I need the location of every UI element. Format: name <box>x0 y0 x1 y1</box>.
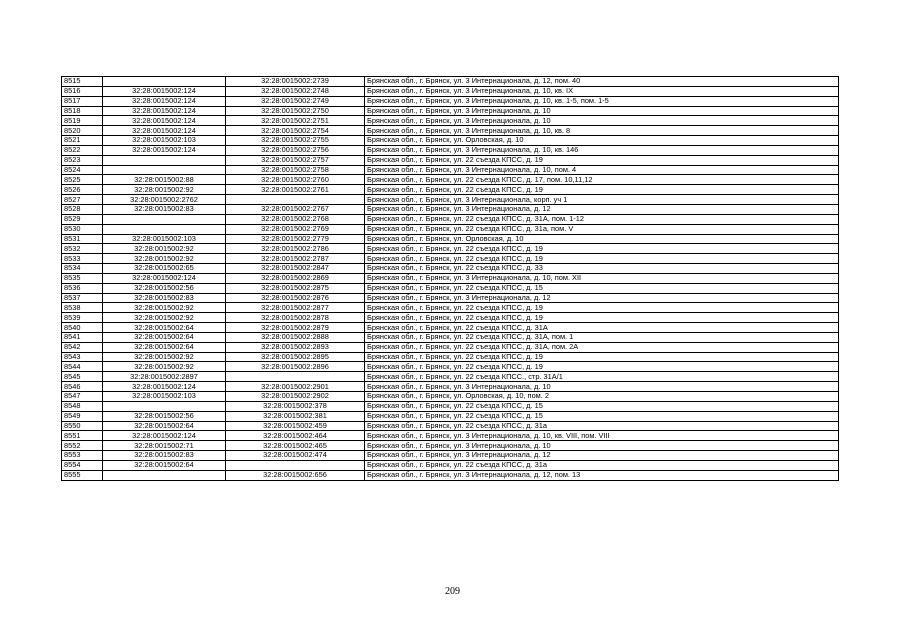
parent-cadastral-cell: 32:28:0015002:124 <box>103 273 226 283</box>
table-row <box>62 451 839 461</box>
cadastral-number-cell: 32:28:0015002:2750 <box>226 106 365 116</box>
address-cell: Брянская обл., г. Брянск, ул. 22 съезда КПСС, д. 19 <box>365 254 839 264</box>
parent-cadastral-cell: 32:28:0015002:124 <box>103 382 226 392</box>
cadastral-number-cell <box>226 460 365 470</box>
cadastral-number-cell: 32:28:0015002:2893 <box>226 342 365 352</box>
table-row <box>62 175 839 185</box>
cadastral-number-cell: 32:28:0015002:474 <box>226 451 365 461</box>
row-number-cell: 8524 <box>62 165 103 175</box>
parent-cadastral-cell: 32:28:0015002:83 <box>103 204 226 214</box>
row-number-cell: 8553 <box>62 451 103 461</box>
row-number-cell: 8526 <box>62 185 103 195</box>
row-number-cell: 8552 <box>62 441 103 451</box>
table-row <box>62 362 839 372</box>
address-cell: Брянская обл., г. Брянск, ул. 22 съезда КПСС, д. 31а, пом. V <box>365 224 839 234</box>
table-row <box>62 204 839 214</box>
cadastral-number-cell: 32:28:0015002:2896 <box>226 362 365 372</box>
row-number-cell: 8521 <box>62 136 103 146</box>
parent-cadastral-cell <box>103 155 226 165</box>
cadastral-number-cell: 32:28:0015002:2895 <box>226 352 365 362</box>
cadastral-number-cell: 32:28:0015002:2748 <box>226 86 365 96</box>
row-number-cell: 8530 <box>62 224 103 234</box>
table-row <box>62 293 839 303</box>
table-row <box>62 155 839 165</box>
row-number-cell: 8547 <box>62 392 103 402</box>
parent-cadastral-cell: 32:28:0015002:124 <box>103 86 226 96</box>
parent-cadastral-cell <box>103 77 226 87</box>
cadastral-number-cell: 32:28:0015002:459 <box>226 421 365 431</box>
row-number-cell: 8538 <box>62 303 103 313</box>
cadastral-number-cell: 32:28:0015002:2888 <box>226 332 365 342</box>
address-cell: Брянская обл., г. Брянск, ул. 3 Интернационала, д. 12 <box>365 293 839 303</box>
cadastral-number-cell: 32:28:0015002:2767 <box>226 204 365 214</box>
row-number-cell: 8516 <box>62 86 103 96</box>
address-cell: Брянская обл., г. Брянск, ул. 3 Интернационала, д. 10 <box>365 382 839 392</box>
cadastral-number-cell: 32:28:0015002:378 <box>226 401 365 411</box>
address-cell: Брянская обл., г. Брянск, ул. 22 съезда КПСС, д. 31а <box>365 460 839 470</box>
parent-cadastral-cell: 32:28:0015002:92 <box>103 313 226 323</box>
table-row <box>62 431 839 441</box>
cadastral-number-cell: 32:28:0015002:2878 <box>226 313 365 323</box>
table-row <box>62 136 839 146</box>
table-row <box>62 460 839 470</box>
parent-cadastral-cell: 32:28:0015002:92 <box>103 362 226 372</box>
table-row <box>62 392 839 402</box>
address-cell: Брянская обл., г. Брянск, ул. 3 Интернационала, д. 10, кв. VIII, пом. VIII <box>365 431 839 441</box>
table-row <box>62 411 839 421</box>
address-cell: Брянская обл., г. Брянск, ул. 22 съезда КПСС, д. 31А, пом. 1-12 <box>365 214 839 224</box>
row-number-cell: 8540 <box>62 323 103 333</box>
table-row <box>62 323 839 333</box>
row-number-cell: 8528 <box>62 204 103 214</box>
address-cell: Брянская обл., г. Брянск, ул. 22 съезда КПСС, д. 19 <box>365 313 839 323</box>
address-cell: Брянская обл., г. Брянск, ул. 22 съезда КПСС, д. 19 <box>365 185 839 195</box>
registry-table-body <box>62 77 839 481</box>
row-number-cell: 8539 <box>62 313 103 323</box>
cadastral-number-cell: 32:28:0015002:2876 <box>226 293 365 303</box>
cadastral-number-cell: 32:28:0015002:2739 <box>226 77 365 87</box>
cadastral-number-cell: 32:28:0015002:2761 <box>226 185 365 195</box>
cadastral-number-cell: 32:28:0015002:2751 <box>226 116 365 126</box>
row-number-cell: 8537 <box>62 293 103 303</box>
parent-cadastral-cell: 32:28:0015002:92 <box>103 254 226 264</box>
address-cell: Брянская обл., г. Брянск, ул. 3 Интернационала, д. 10 <box>365 441 839 451</box>
row-number-cell: 8544 <box>62 362 103 372</box>
cadastral-number-cell: 32:28:0015002:2901 <box>226 382 365 392</box>
address-cell: Брянская обл., г. Брянск, ул. Орловская, д. 10 <box>365 136 839 146</box>
address-cell: Брянская обл., г. Брянск, ул. 22 съезда КПСС, д. 31А <box>365 323 839 333</box>
address-cell: Брянская обл., г. Брянск, ул. Орловская, д. 10, пом. 2 <box>365 392 839 402</box>
parent-cadastral-cell: 32:28:0015002:124 <box>103 145 226 155</box>
table-row <box>62 234 839 244</box>
cadastral-number-cell: 32:28:0015002:2754 <box>226 126 365 136</box>
cadastral-number-cell: 32:28:0015002:656 <box>226 470 365 480</box>
parent-cadastral-cell: 32:28:0015002:124 <box>103 96 226 106</box>
table-row <box>62 195 839 205</box>
page-number: 209 <box>445 586 460 597</box>
table-row <box>62 313 839 323</box>
table-row <box>62 342 839 352</box>
row-number-cell: 8532 <box>62 244 103 254</box>
parent-cadastral-cell: 32:28:0015002:124 <box>103 431 226 441</box>
row-number-cell: 8543 <box>62 352 103 362</box>
table-row <box>62 303 839 313</box>
address-cell: Брянская обл., г. Брянск, ул. 22 съезда КПСС, д. 19 <box>365 352 839 362</box>
cadastral-number-cell <box>226 195 365 205</box>
address-cell: Брянская обл., г. Брянск, ул. Орловская, д. 10 <box>365 234 839 244</box>
row-number-cell: 8523 <box>62 155 103 165</box>
cadastral-number-cell: 32:28:0015002:2879 <box>226 323 365 333</box>
address-cell: Брянская обл., г. Брянск, ул. 22 съезда КПСС, д. 19 <box>365 155 839 165</box>
parent-cadastral-cell: 32:28:0015002:124 <box>103 116 226 126</box>
address-cell: Брянская обл., г. Брянск, ул. 3 Интернационала, д. 10, кв. IX <box>365 86 839 96</box>
parent-cadastral-cell: 32:28:0015002:2897 <box>103 372 226 382</box>
address-cell: Брянская обл., г. Брянск, ул. 3 Интернационала, д. 10 <box>365 106 839 116</box>
table-row <box>62 126 839 136</box>
row-number-cell: 8551 <box>62 431 103 441</box>
table-row <box>62 116 839 126</box>
parent-cadastral-cell: 32:28:0015002:92 <box>103 352 226 362</box>
row-number-cell: 8548 <box>62 401 103 411</box>
row-number-cell: 8517 <box>62 96 103 106</box>
address-cell: Брянская обл., г. Брянск, ул. 22 съезда КПСС, д. 15 <box>365 411 839 421</box>
parent-cadastral-cell: 32:28:0015002:64 <box>103 460 226 470</box>
row-number-cell: 8546 <box>62 382 103 392</box>
row-number-cell: 8533 <box>62 254 103 264</box>
address-cell: Брянская обл., г. Брянск, ул. 3 Интернационала, корп. уч 1 <box>365 195 839 205</box>
address-cell: Брянская обл., г. Брянск, ул. 22 съезда КПСС, д. 19 <box>365 244 839 254</box>
row-number-cell: 8534 <box>62 264 103 274</box>
address-cell: Брянская обл., г. Брянск, ул. 22 съезда КПСС, д. 17, пом. 10,11,12 <box>365 175 839 185</box>
address-cell: Брянская обл., г. Брянск, ул. 3 Интернационала, д. 10, кв. 1-5, пом. 1-5 <box>365 96 839 106</box>
parent-cadastral-cell: 32:28:0015002:103 <box>103 234 226 244</box>
row-number-cell: 8554 <box>62 460 103 470</box>
row-number-cell: 8525 <box>62 175 103 185</box>
row-number-cell: 8535 <box>62 273 103 283</box>
cadastral-number-cell: 32:28:0015002:2902 <box>226 392 365 402</box>
row-number-cell: 8531 <box>62 234 103 244</box>
parent-cadastral-cell: 32:28:0015002:92 <box>103 244 226 254</box>
table-row <box>62 96 839 106</box>
address-cell: Брянская обл., г. Брянск, ул. 22 съезда КПСС, д. 33 <box>365 264 839 274</box>
cadastral-number-cell <box>226 372 365 382</box>
cadastral-number-cell: 32:28:0015002:464 <box>226 431 365 441</box>
row-number-cell: 8522 <box>62 145 103 155</box>
address-cell: Брянская обл., г. Брянск, ул. 3 Интернационала, д. 12, пом. 40 <box>365 77 839 87</box>
table-row <box>62 185 839 195</box>
cadastral-number-cell: 32:28:0015002:2749 <box>226 96 365 106</box>
parent-cadastral-cell <box>103 224 226 234</box>
cadastral-number-cell: 32:28:0015002:2757 <box>226 155 365 165</box>
address-cell: Брянская обл., г. Брянск, ул. 22 съезда КПСС, д. 31А, пом. 2А <box>365 342 839 352</box>
address-cell: Брянская обл., г. Брянск, ул. 3 Интернационала, д. 10, пом. XII <box>365 273 839 283</box>
address-cell: Брянская обл., г. Брянск, ул. 3 Интернационала, д. 12 <box>365 204 839 214</box>
table-row <box>62 283 839 293</box>
parent-cadastral-cell <box>103 214 226 224</box>
property-registry-table <box>61 76 839 481</box>
cadastral-number-cell: 32:28:0015002:2875 <box>226 283 365 293</box>
table-row <box>62 165 839 175</box>
table-row <box>62 332 839 342</box>
row-number-cell: 8519 <box>62 116 103 126</box>
table-row <box>62 214 839 224</box>
parent-cadastral-cell: 32:28:0015002:83 <box>103 293 226 303</box>
table-row <box>62 441 839 451</box>
parent-cadastral-cell: 32:28:0015002:56 <box>103 411 226 421</box>
cadastral-number-cell: 32:28:0015002:2755 <box>226 136 365 146</box>
cadastral-number-cell: 32:28:0015002:2760 <box>226 175 365 185</box>
address-cell: Брянская обл., г. Брянск, ул. 3 Интернационала, д. 10, кв. 8 <box>365 126 839 136</box>
parent-cadastral-cell: 32:28:0015002:64 <box>103 342 226 352</box>
parent-cadastral-cell: 32:28:0015002:124 <box>103 106 226 116</box>
address-cell: Брянская обл., г. Брянск, ул. 22 съезда КПСС, д. 31А, пом. 1 <box>365 332 839 342</box>
cadastral-number-cell: 32:28:0015002:2758 <box>226 165 365 175</box>
row-number-cell: 8545 <box>62 372 103 382</box>
cadastral-number-cell: 32:28:0015002:2756 <box>226 145 365 155</box>
parent-cadastral-cell: 32:28:0015002:92 <box>103 185 226 195</box>
table-row <box>62 145 839 155</box>
cadastral-number-cell: 32:28:0015002:2768 <box>226 214 365 224</box>
cadastral-number-cell: 32:28:0015002:2869 <box>226 273 365 283</box>
parent-cadastral-cell: 32:28:0015002:88 <box>103 175 226 185</box>
cadastral-number-cell: 32:28:0015002:2847 <box>226 264 365 274</box>
row-number-cell: 8555 <box>62 470 103 480</box>
parent-cadastral-cell: 32:28:0015002:103 <box>103 136 226 146</box>
cadastral-number-cell: 32:28:0015002:2786 <box>226 244 365 254</box>
row-number-cell: 8515 <box>62 77 103 87</box>
address-cell: Брянская обл., г. Брянск, ул. 3 Интернационала, д. 10, пом. 4 <box>365 165 839 175</box>
parent-cadastral-cell: 32:28:0015002:64 <box>103 323 226 333</box>
row-number-cell: 8520 <box>62 126 103 136</box>
parent-cadastral-cell: 32:28:0015002:64 <box>103 421 226 431</box>
address-cell: Брянская обл., г. Брянск, ул. 22 съезда КПСС, д. 15 <box>365 283 839 293</box>
address-cell: Брянская обл., г. Брянск, ул. 3 Интернационала, д. 10 <box>365 116 839 126</box>
address-cell: Брянская обл., г. Брянск, ул. 22 съезда КПСС, д. 19 <box>365 303 839 313</box>
parent-cadastral-cell: 32:28:0015002:83 <box>103 451 226 461</box>
cadastral-number-cell: 32:28:0015002:2877 <box>226 303 365 313</box>
address-cell: Брянская обл., г. Брянск, ул. 22 съезда КПСС., стр. 31А/1 <box>365 372 839 382</box>
parent-cadastral-cell: 32:28:0015002:92 <box>103 303 226 313</box>
table-row <box>62 273 839 283</box>
cadastral-number-cell: 32:28:0015002:2769 <box>226 224 365 234</box>
address-cell: Брянская обл., г. Брянск, ул. 22 съезда КПСС, д. 15 <box>365 401 839 411</box>
cadastral-number-cell: 32:28:0015002:465 <box>226 441 365 451</box>
address-cell: Брянская обл., г. Брянск, ул. 3 Интернационала, д. 12 <box>365 451 839 461</box>
parent-cadastral-cell: 32:28:0015002:124 <box>103 126 226 136</box>
table-row <box>62 401 839 411</box>
table-row <box>62 244 839 254</box>
table-row <box>62 106 839 116</box>
table-row <box>62 77 839 87</box>
row-number-cell: 8549 <box>62 411 103 421</box>
parent-cadastral-cell: 32:28:0015002:64 <box>103 332 226 342</box>
cadastral-number-cell: 32:28:0015002:2779 <box>226 234 365 244</box>
row-number-cell: 8550 <box>62 421 103 431</box>
parent-cadastral-cell <box>103 470 226 480</box>
table-row <box>62 254 839 264</box>
parent-cadastral-cell: 32:28:0015002:56 <box>103 283 226 293</box>
address-cell: Брянская обл., г. Брянск, ул. 22 съезда КПСС, д. 19 <box>365 362 839 372</box>
table-row <box>62 264 839 274</box>
parent-cadastral-cell: 32:28:0015002:2762 <box>103 195 226 205</box>
table-row <box>62 421 839 431</box>
row-number-cell: 8542 <box>62 342 103 352</box>
table-row <box>62 352 839 362</box>
row-number-cell: 8536 <box>62 283 103 293</box>
address-cell: Брянская обл., г. Брянск, ул. 3 Интернационала, д. 12, пом. 13 <box>365 470 839 480</box>
table-row <box>62 224 839 234</box>
parent-cadastral-cell <box>103 401 226 411</box>
parent-cadastral-cell <box>103 165 226 175</box>
table-row <box>62 382 839 392</box>
parent-cadastral-cell: 32:28:0015002:103 <box>103 392 226 402</box>
cadastral-number-cell: 32:28:0015002:2787 <box>226 254 365 264</box>
table-row <box>62 86 839 96</box>
table-row <box>62 372 839 382</box>
row-number-cell: 8529 <box>62 214 103 224</box>
row-number-cell: 8518 <box>62 106 103 116</box>
row-number-cell: 8527 <box>62 195 103 205</box>
table-row <box>62 470 839 480</box>
address-cell: Брянская обл., г. Брянск, ул. 3 Интернационала, д. 10, кв. 146 <box>365 145 839 155</box>
cadastral-number-cell: 32:28:0015002:381 <box>226 411 365 421</box>
parent-cadastral-cell: 32:28:0015002:65 <box>103 264 226 274</box>
address-cell: Брянская обл., г. Брянск, ул. 22 съезда КПСС, д. 31а <box>365 421 839 431</box>
parent-cadastral-cell: 32:28:0015002:71 <box>103 441 226 451</box>
row-number-cell: 8541 <box>62 332 103 342</box>
